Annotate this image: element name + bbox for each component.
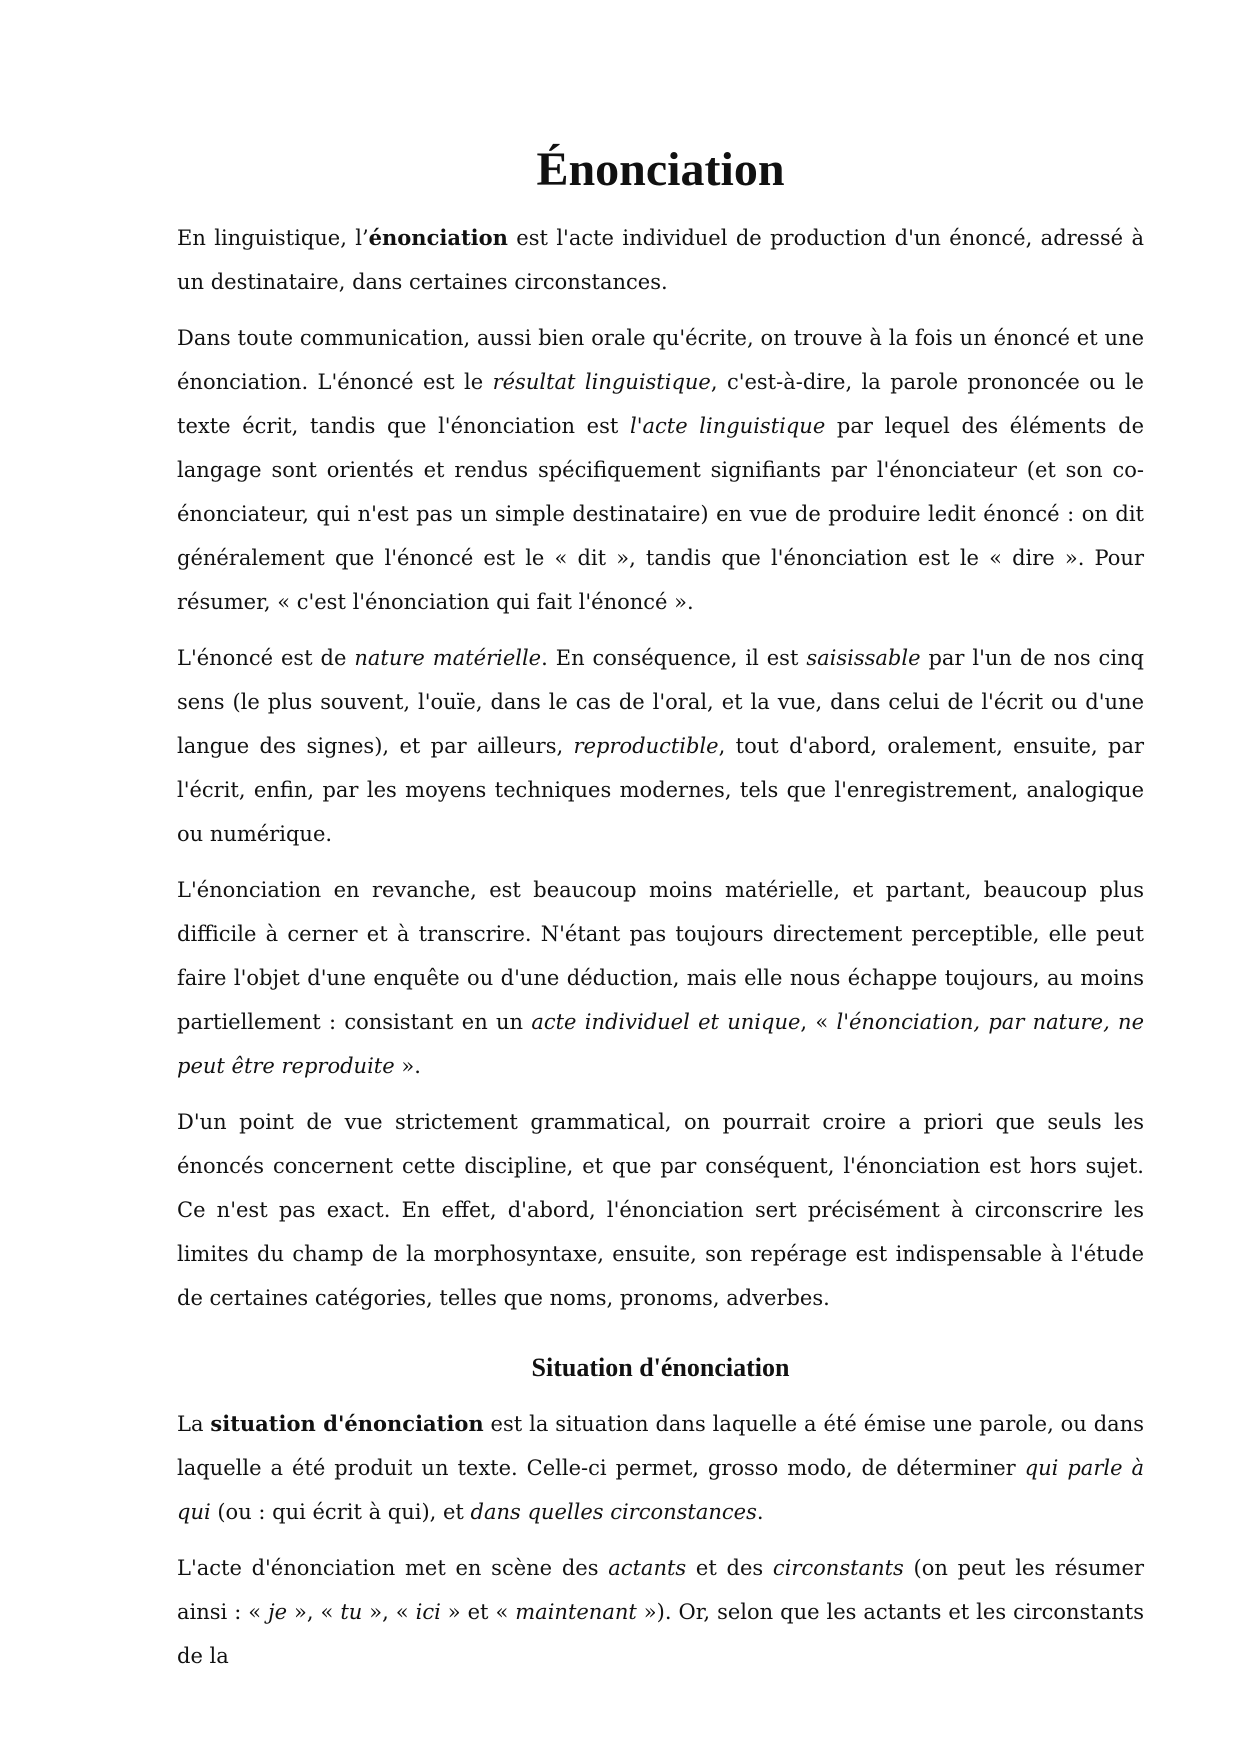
- term-enonciation: énonciation: [368, 225, 508, 250]
- paragraph-definition: En linguistique, l’énonciation est l'acte individuel de production d'un énoncé, adressé à un destinataire, dans certaines circonstances.: [177, 225, 1144, 294]
- paragraph-enonce-materiel: L'énoncé est de nature matérielle. En conséquence, il est saisissable par l'un de nos cinq sens (le plus souvent, l'ouïe, dans le cas de l'oral, et la vue, dans celui de l'écrit ou d'une langue des signes), et par ailleurs, reproductible, tout d'abord, oralement, ensuite, par l'écrit, enfin, par les moyens techniques modernes, tels que l'enregistrement, analogique ou numérique.: [177, 646, 1144, 846]
- section-heading: Situation d'énonciation: [531, 1353, 790, 1382]
- document-title: Énonciation: [536, 143, 785, 196]
- term-situation: situation d'énonciation: [210, 1411, 484, 1436]
- paragraph-enonciation-revanche: L'énonciation en revanche, est beaucoup moins matérielle, et partant, beaucoup plus difficile à cerner et à transcrire. N'étant pas toujours directement perceptible, elle peut faire l'objet d'une enquête ou d'une déduction, mais elle nous échappe toujours, au moins partiellement : consistant en un acte individuel et unique, « l'énonciation, par nature, ne peut être reproduite ».: [177, 878, 1145, 1078]
- paragraph-communication: Dans toute communication, aussi bien orale qu'écrite, on trouve à la fois un énoncé et une énonciation. L'énoncé est le résultat linguistique, c'est-à-dire, la parole prononcée ou le texte écrit, tandis que l'énonciation est l'acte linguistique par lequel des éléments de langage sont orientés et rendus spécifiquement signifiants par l'énonciateur (et son co-énonciateur, qui n'est pas un simple destinataire) en vue de produire ledit énoncé : on dit généralement que l'énoncé est le « dit », tandis que l'énonciation est le « dire ». Pour résumer, « c'est l'énonciation qui fait l'énoncé ».: [177, 326, 1144, 614]
- paragraph-acte-enonciation: L'acte d'énonciation met en scène des actants et des circonstants (on peut les résumer ainsi : « je », « tu », « ici » et « maintenant »). Or, selon que les actants et les circonstants de la: [177, 1556, 1145, 1668]
- paragraph-situation: La situation d'énonciation est la situation dans laquelle a été émise une parole, ou dans laquelle a été produit un texte. Celle-ci permet, grosso modo, de déterminer qui parle à qui (ou : qui écrit à qui), et dans quelles circonstances.: [177, 1411, 1145, 1524]
- document-page: [177, 140, 1144, 1690]
- paragraph-grammatical: D'un point de vue strictement grammatical, on pourrait croire a priori que seuls les énoncés concernent cette discipline, et que par conséquent, l'énonciation est hors sujet. Ce n'est pas exact. En effet, d'abord, l'énonciation sert précisément à circonscrire les limites du champ de la morphosyntaxe, ensuite, son repérage est indispensable à l'étude de certaines catégories, telles que noms, pronoms, adverbes.: [177, 1110, 1144, 1310]
